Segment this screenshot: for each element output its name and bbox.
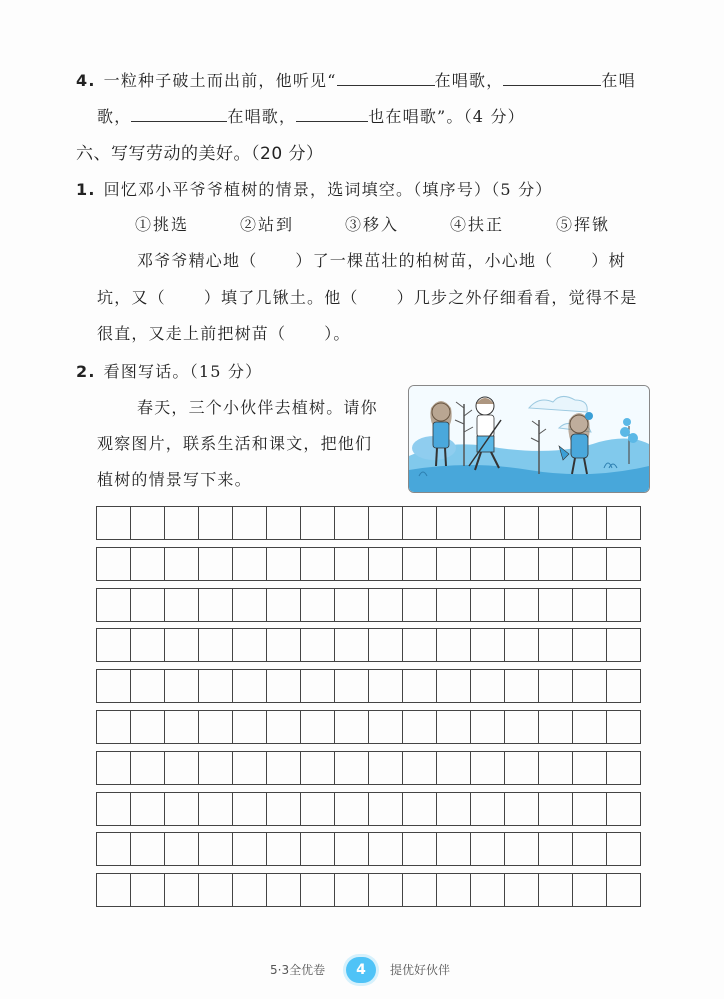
writing-grid-cell[interactable] bbox=[199, 670, 233, 702]
writing-grid-cell[interactable] bbox=[403, 833, 437, 865]
writing-grid-cell[interactable] bbox=[301, 793, 335, 825]
writing-grid-cell[interactable] bbox=[233, 711, 267, 743]
option-2: ②站到 bbox=[240, 215, 295, 234]
writing-grid-cell[interactable] bbox=[233, 752, 267, 784]
q2-text-line-1: 春天，三个小伙伴去植树。请你 bbox=[137, 398, 378, 417]
q1-passage-text: 坑，又（ bbox=[97, 288, 166, 307]
writing-grid-cell[interactable] bbox=[573, 548, 607, 580]
writing-grid-cell[interactable] bbox=[267, 793, 301, 825]
writing-grid-cell[interactable] bbox=[539, 752, 573, 784]
writing-grid-cell[interactable] bbox=[97, 833, 131, 865]
writing-grid-row[interactable] bbox=[96, 792, 641, 826]
writing-grid-cell[interactable] bbox=[471, 548, 505, 580]
q1-number: 1. bbox=[76, 180, 96, 199]
q4-text-f: 也在唱歌”。（4 分） bbox=[368, 107, 525, 126]
writing-grid-cell[interactable] bbox=[335, 548, 369, 580]
q1-passage-text: ）了一棵茁壮的柏树苗，小心地（ bbox=[295, 251, 554, 270]
writing-grid-cell[interactable] bbox=[607, 548, 640, 580]
page-footer bbox=[0, 957, 724, 983]
q1-passage-text: 邓爷爷精心地（ bbox=[137, 251, 258, 270]
q1-prompt-line bbox=[76, 179, 553, 201]
q4-blank-1[interactable] bbox=[337, 69, 435, 86]
writing-grid-cell[interactable] bbox=[335, 507, 369, 539]
writing-grid-cell[interactable] bbox=[573, 711, 607, 743]
writing-grid-cell[interactable] bbox=[301, 548, 335, 580]
writing-grid-cell[interactable] bbox=[97, 793, 131, 825]
writing-grid-cell[interactable] bbox=[165, 793, 199, 825]
writing-grid-cell[interactable] bbox=[199, 833, 233, 865]
writing-grid-cell[interactable] bbox=[233, 629, 267, 661]
writing-grid-cell[interactable] bbox=[199, 752, 233, 784]
writing-grid-row[interactable] bbox=[96, 506, 641, 540]
q1-passage-line-2 bbox=[97, 287, 637, 309]
writing-grid-cell[interactable] bbox=[573, 629, 607, 661]
writing-grid-cell[interactable] bbox=[301, 711, 335, 743]
writing-grid-cell[interactable] bbox=[199, 629, 233, 661]
writing-grid-cell[interactable] bbox=[233, 589, 267, 621]
writing-grid-cell[interactable] bbox=[437, 548, 471, 580]
writing-grid-cell[interactable] bbox=[539, 670, 573, 702]
writing-grid-cell[interactable] bbox=[437, 629, 471, 661]
writing-grid-cell[interactable] bbox=[301, 874, 335, 906]
writing-grid-cell[interactable] bbox=[403, 670, 437, 702]
q2-number: 2. bbox=[76, 362, 96, 381]
writing-grid-cell[interactable] bbox=[403, 548, 437, 580]
writing-grid-cell[interactable] bbox=[165, 833, 199, 865]
writing-grid-cell[interactable] bbox=[335, 711, 369, 743]
q2-prompt-line bbox=[76, 361, 262, 383]
q4-line-2 bbox=[97, 105, 525, 128]
writing-grid-cell[interactable] bbox=[573, 752, 607, 784]
writing-grid-cell[interactable] bbox=[437, 711, 471, 743]
writing-grid-cell[interactable] bbox=[335, 589, 369, 621]
writing-grid-cell[interactable] bbox=[369, 874, 403, 906]
writing-grid-cell[interactable] bbox=[403, 629, 437, 661]
writing-grid-cell[interactable] bbox=[233, 833, 267, 865]
q4-line-1 bbox=[76, 69, 636, 92]
tree-planting-illustration bbox=[408, 385, 650, 493]
writing-grid-cell[interactable] bbox=[267, 548, 301, 580]
writing-grid-cell[interactable] bbox=[607, 629, 640, 661]
writing-grid-cell[interactable] bbox=[165, 507, 199, 539]
writing-grid-cell[interactable] bbox=[131, 793, 165, 825]
q4-blank-2[interactable] bbox=[503, 69, 601, 86]
writing-grid-cell[interactable] bbox=[505, 589, 539, 621]
writing-grid-cell[interactable] bbox=[505, 548, 539, 580]
footer-series-name: 5·3全优卷 bbox=[270, 963, 326, 977]
writing-grid-cell[interactable] bbox=[97, 589, 131, 621]
writing-grid-cell[interactable] bbox=[97, 629, 131, 661]
writing-grid-cell[interactable] bbox=[131, 548, 165, 580]
writing-grid-cell[interactable] bbox=[131, 874, 165, 906]
writing-grid-cell[interactable] bbox=[505, 507, 539, 539]
writing-grid-cell[interactable] bbox=[165, 589, 199, 621]
writing-grid-cell[interactable] bbox=[301, 507, 335, 539]
section-6-title: 六、写写劳动的美好。（20 分） bbox=[76, 144, 324, 164]
writing-grid-cell[interactable] bbox=[165, 548, 199, 580]
writing-grid-cell[interactable] bbox=[403, 793, 437, 825]
writing-grid-cell[interactable] bbox=[165, 874, 199, 906]
writing-grid-row[interactable] bbox=[96, 751, 641, 785]
writing-grid-cell[interactable] bbox=[369, 711, 403, 743]
writing-grid-cell[interactable] bbox=[97, 670, 131, 702]
option-5: ⑤挥锹 bbox=[556, 215, 611, 234]
q4-text-c: 在唱 bbox=[601, 71, 636, 90]
writing-grid-cell[interactable] bbox=[505, 793, 539, 825]
writing-grid-cell[interactable] bbox=[165, 752, 199, 784]
writing-grid-cell[interactable] bbox=[471, 711, 505, 743]
writing-grid-cell[interactable] bbox=[199, 589, 233, 621]
writing-grid-cell[interactable] bbox=[505, 670, 539, 702]
writing-grid-cell[interactable] bbox=[97, 548, 131, 580]
writing-grid-row[interactable] bbox=[96, 588, 641, 622]
writing-grid-cell[interactable] bbox=[573, 507, 607, 539]
writing-grid-cell[interactable] bbox=[233, 793, 267, 825]
writing-grid-cell[interactable] bbox=[369, 629, 403, 661]
writing-grid-cell[interactable] bbox=[301, 670, 335, 702]
writing-grid-cell[interactable] bbox=[471, 833, 505, 865]
writing-grid-cell[interactable] bbox=[199, 507, 233, 539]
q1-passage-text: ）填了几锹土。他（ bbox=[203, 288, 359, 307]
writing-grid-cell[interactable] bbox=[233, 670, 267, 702]
option-3: ③移入 bbox=[345, 215, 400, 234]
writing-grid-cell[interactable] bbox=[505, 711, 539, 743]
q4-text-e: 在唱歌， bbox=[227, 107, 297, 126]
q4-blank-4[interactable] bbox=[296, 105, 368, 122]
writing-grid-cell[interactable] bbox=[505, 874, 539, 906]
writing-grid-row[interactable] bbox=[96, 873, 641, 907]
writing-grid-cell[interactable] bbox=[97, 711, 131, 743]
writing-grid-cell[interactable] bbox=[539, 548, 573, 580]
writing-grid-cell[interactable] bbox=[505, 833, 539, 865]
writing-grid-cell[interactable] bbox=[301, 833, 335, 865]
writing-grid-cell[interactable] bbox=[607, 833, 640, 865]
writing-grid-cell[interactable] bbox=[335, 833, 369, 865]
writing-grid-cell[interactable] bbox=[369, 589, 403, 621]
writing-grid-cell[interactable] bbox=[607, 589, 640, 621]
q4-text-b: 在唱歌， bbox=[434, 71, 504, 90]
writing-grid-cell[interactable] bbox=[369, 793, 403, 825]
writing-grid-cell[interactable] bbox=[573, 589, 607, 621]
writing-grid-cell[interactable] bbox=[403, 874, 437, 906]
writing-grid-cell[interactable] bbox=[131, 629, 165, 661]
q4-text-a: 一粒种子破土而出前，他听见“ bbox=[103, 71, 337, 90]
option-4: ④扶正 bbox=[450, 215, 505, 234]
writing-grid-cell[interactable] bbox=[267, 874, 301, 906]
writing-grid-cell[interactable] bbox=[165, 670, 199, 702]
writing-grid-cell[interactable] bbox=[539, 793, 573, 825]
writing-grid-cell[interactable] bbox=[437, 589, 471, 621]
writing-grid-cell[interactable] bbox=[199, 874, 233, 906]
writing-grid-cell[interactable] bbox=[607, 711, 640, 743]
writing-grid-cell[interactable] bbox=[165, 629, 199, 661]
writing-grid-cell[interactable] bbox=[131, 507, 165, 539]
writing-grid-cell[interactable] bbox=[97, 874, 131, 906]
writing-grid-cell[interactable] bbox=[403, 711, 437, 743]
writing-grid-cell[interactable] bbox=[573, 833, 607, 865]
q1-prompt: 回忆邓小平爷爷植树的情景，选词填空。（填序号）（5 分） bbox=[103, 180, 553, 199]
writing-grid-cell[interactable] bbox=[267, 507, 301, 539]
writing-grid-cell[interactable] bbox=[233, 507, 267, 539]
writing-grid-cell[interactable] bbox=[335, 752, 369, 784]
writing-grid-cell[interactable] bbox=[437, 833, 471, 865]
writing-grid-cell[interactable] bbox=[437, 874, 471, 906]
writing-grid-cell[interactable] bbox=[199, 793, 233, 825]
writing-grid-cell[interactable] bbox=[267, 670, 301, 702]
writing-grid-cell[interactable] bbox=[471, 793, 505, 825]
writing-grid-cell[interactable] bbox=[607, 874, 640, 906]
q1-passage-line-3 bbox=[97, 323, 351, 345]
q4-text-d: 歌， bbox=[97, 107, 132, 126]
q1-passage-line-1 bbox=[137, 250, 626, 272]
writing-grid-cell[interactable] bbox=[437, 507, 471, 539]
writing-grid-cell[interactable] bbox=[131, 589, 165, 621]
writing-grid-cell[interactable] bbox=[539, 711, 573, 743]
writing-grid-cell[interactable] bbox=[131, 670, 165, 702]
writing-grid-cell[interactable] bbox=[199, 548, 233, 580]
writing-grid-cell[interactable] bbox=[471, 507, 505, 539]
writing-grid-cell[interactable] bbox=[539, 874, 573, 906]
writing-grid-cell[interactable] bbox=[267, 711, 301, 743]
writing-grid-cell[interactable] bbox=[539, 833, 573, 865]
writing-grid-cell[interactable] bbox=[539, 629, 573, 661]
q1-passage-text: ）几步之外仔细看看，觉得不是 bbox=[396, 288, 638, 307]
writing-grid-cell[interactable] bbox=[301, 629, 335, 661]
writing-grid-cell[interactable] bbox=[267, 589, 301, 621]
writing-grid-cell[interactable] bbox=[539, 507, 573, 539]
writing-grid-cell[interactable] bbox=[471, 874, 505, 906]
writing-grid-cell[interactable] bbox=[267, 752, 301, 784]
q2-text-line-2: 观察图片，联系生活和课文，把他们 bbox=[97, 434, 373, 453]
writing-grid-cell[interactable] bbox=[97, 752, 131, 784]
writing-grid-cell[interactable] bbox=[607, 793, 640, 825]
q2-prompt: 看图写话。（15 分） bbox=[103, 362, 263, 381]
q1-passage-text: ）树 bbox=[591, 251, 626, 270]
writing-grid-row[interactable] bbox=[96, 547, 641, 581]
writing-grid-cell[interactable] bbox=[403, 507, 437, 539]
option-1: ①挑选 bbox=[135, 215, 190, 234]
writing-grid-cell[interactable] bbox=[131, 752, 165, 784]
writing-grid-cell[interactable] bbox=[607, 670, 640, 702]
writing-grid-cell[interactable] bbox=[267, 833, 301, 865]
writing-grid-cell[interactable] bbox=[471, 670, 505, 702]
writing-grid-cell[interactable] bbox=[369, 548, 403, 580]
writing-grid-cell[interactable] bbox=[267, 629, 301, 661]
writing-grid-cell[interactable] bbox=[505, 629, 539, 661]
writing-grid-cell[interactable] bbox=[607, 507, 640, 539]
writing-grid-cell[interactable] bbox=[607, 752, 640, 784]
writing-grid-cell[interactable] bbox=[369, 507, 403, 539]
writing-grid-cell[interactable] bbox=[97, 507, 131, 539]
writing-grid-cell[interactable] bbox=[505, 752, 539, 784]
illustration-svg bbox=[409, 386, 649, 492]
writing-grid-cell[interactable] bbox=[131, 711, 165, 743]
writing-grid-row[interactable] bbox=[96, 628, 641, 662]
writing-grid-cell[interactable] bbox=[131, 833, 165, 865]
writing-grid-cell[interactable] bbox=[403, 589, 437, 621]
q4-blank-3[interactable] bbox=[131, 105, 227, 122]
writing-grid-row[interactable] bbox=[96, 832, 641, 866]
writing-grid-cell[interactable] bbox=[301, 589, 335, 621]
writing-grid-cell[interactable] bbox=[335, 670, 369, 702]
writing-grid-cell[interactable] bbox=[369, 670, 403, 702]
q1-passage-text: ）。 bbox=[324, 324, 351, 343]
writing-grid-cell[interactable] bbox=[199, 711, 233, 743]
writing-grid-cell[interactable] bbox=[369, 752, 403, 784]
writing-grid-cell[interactable] bbox=[573, 874, 607, 906]
writing-grid-cell[interactable] bbox=[301, 752, 335, 784]
writing-grid-cell[interactable] bbox=[403, 752, 437, 784]
q1-passage-text: 很直，又走上前把树苗（ bbox=[97, 324, 287, 343]
writing-grid-cell[interactable] bbox=[335, 874, 369, 906]
q4-number: 4. bbox=[76, 71, 96, 90]
writing-grid-row[interactable] bbox=[96, 710, 641, 744]
writing-grid-cell[interactable] bbox=[335, 629, 369, 661]
writing-grid-cell[interactable] bbox=[369, 833, 403, 865]
writing-grid-cell[interactable] bbox=[573, 793, 607, 825]
writing-grid-cell[interactable] bbox=[437, 670, 471, 702]
writing-grid-cell[interactable] bbox=[165, 711, 199, 743]
writing-grid-cell[interactable] bbox=[437, 793, 471, 825]
writing-grid-cell[interactable] bbox=[471, 752, 505, 784]
writing-grid-cell[interactable] bbox=[233, 874, 267, 906]
writing-grid-cell[interactable] bbox=[471, 629, 505, 661]
page-number-badge: 4 bbox=[346, 957, 376, 983]
writing-grid-cell[interactable] bbox=[233, 548, 267, 580]
writing-grid-cell[interactable] bbox=[471, 589, 505, 621]
writing-grid-cell[interactable] bbox=[539, 589, 573, 621]
writing-grid-cell[interactable] bbox=[573, 670, 607, 702]
footer-slogan: 提优好伙伴 bbox=[390, 963, 451, 977]
writing-grid-row[interactable] bbox=[96, 669, 641, 703]
q2-text-line-3: 植树的情景写下来。 bbox=[97, 470, 252, 489]
writing-grid-cell[interactable] bbox=[437, 752, 471, 784]
writing-grid-cell[interactable] bbox=[335, 793, 369, 825]
